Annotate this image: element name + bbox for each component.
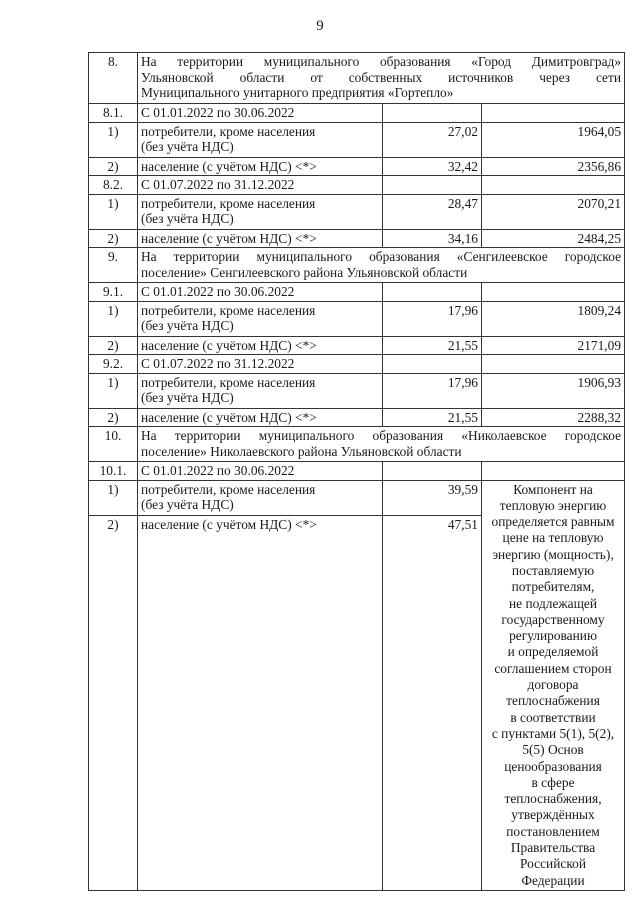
value-component-1: 27,02 — [383, 122, 482, 157]
row-description: потребители, кроме населения (без учёта НДС) — [138, 122, 383, 157]
tariff-row — [89, 301, 625, 336]
period-number: 9.2. — [89, 355, 138, 374]
row-description: население (с учётом НДС) <*> — [138, 515, 383, 890]
period-label: С 01.07.2022 по 31.12.2022 — [138, 176, 383, 195]
value-component-2: 2070,21 — [482, 194, 625, 229]
tariff-row — [89, 157, 625, 176]
row-description: потребители, кроме населения (без учёта НДС) — [138, 480, 383, 515]
tariff-row — [89, 122, 625, 157]
period-number: 10.1. — [89, 462, 138, 481]
row-description: население (с учётом НДС) <*> — [138, 336, 383, 355]
section-row — [89, 248, 625, 283]
value-component-2: 2171,09 — [482, 336, 625, 355]
row-number: 2) — [89, 515, 138, 890]
tariff-row — [89, 373, 625, 408]
row-description: население (с учётом НДС) <*> — [138, 229, 383, 248]
row-description: потребители, кроме населения (без учёта НДС) — [138, 373, 383, 408]
row-number: 2) — [89, 229, 138, 248]
period-number: 9.1. — [89, 283, 138, 302]
value-component-1: 32,42 — [383, 157, 482, 176]
value-component-2: 1906,93 — [482, 373, 625, 408]
row-description: потребители, кроме населения (без учёта НДС) — [138, 301, 383, 336]
section-title: На территории муниципального образования «Город Димитровград» Ульяновской области от собственных источников через сети Муниципального унитарного предприятия «Гортепло» — [138, 53, 625, 104]
row-description: потребители, кроме населения (без учёта НДС) — [138, 194, 383, 229]
period-row — [89, 176, 625, 195]
period-row — [89, 462, 625, 481]
period-number: 8.2. — [89, 176, 138, 195]
value-component-2: 1964,05 — [482, 122, 625, 157]
tariff-row — [89, 408, 625, 427]
period-label: С 01.01.2022 по 30.06.2022 — [138, 283, 383, 302]
tariff-row — [89, 194, 625, 229]
row-number: 1) — [89, 122, 138, 157]
value-component-1: 21,55 — [383, 408, 482, 427]
period-label: С 01.01.2022 по 30.06.2022 — [138, 462, 383, 481]
period-row — [89, 355, 625, 374]
value-component-1: 17,96 — [383, 301, 482, 336]
period-row — [89, 283, 625, 302]
row-description: население (с учётом НДС) <*> — [138, 408, 383, 427]
period-number: 8.1. — [89, 104, 138, 123]
page-number: 9 — [316, 18, 324, 34]
row-number: 2) — [89, 336, 138, 355]
section-number: 9. — [89, 248, 138, 283]
tariff-row — [89, 229, 625, 248]
merged-note: Компонент на тепловую энергию определяется равным цене на тепловую энергию (мощность), поставляемую потребителям, не подлежащей государственному регулированию и определяемой соглашением сторон договора теплоснабжения в соответствии с пунктами 5(1), 5(2), 5(5) Основ ценообразования в сфере теплоснабжения, утверждённых постановлением Правительства Российской Федерации — [482, 480, 625, 890]
tariff-row — [89, 336, 625, 355]
period-label: С 01.01.2022 по 30.06.2022 — [138, 104, 383, 123]
value-component-2: 1809,24 — [482, 301, 625, 336]
period-label: С 01.07.2022 по 31.12.2022 — [138, 355, 383, 374]
value-component-1: 21,55 — [383, 336, 482, 355]
value-component-2: 2484,25 — [482, 229, 625, 248]
value-component-1: 47,51 — [383, 515, 482, 890]
value-component-1: 34,16 — [383, 229, 482, 248]
tariff-row — [89, 480, 625, 515]
section-number: 10. — [89, 427, 138, 462]
value-component-1: 28,47 — [383, 194, 482, 229]
row-number: 2) — [89, 157, 138, 176]
row-number: 1) — [89, 373, 138, 408]
value-component-1: 39,59 — [383, 480, 482, 515]
section-number: 8. — [89, 53, 138, 104]
row-number: 1) — [89, 194, 138, 229]
value-component-1: 17,96 — [383, 373, 482, 408]
section-title: На территории муниципального образования «Николаевское городское поселение» Николаевского района Ульяновской области — [138, 427, 625, 462]
value-component-2: 2356,86 — [482, 157, 625, 176]
section-row — [89, 427, 625, 462]
section-row — [89, 53, 625, 104]
row-number: 2) — [89, 408, 138, 427]
row-number: 1) — [89, 301, 138, 336]
value-component-2: 2288,32 — [482, 408, 625, 427]
section-title: На территории муниципального образования «Сенгилеевское городское поселение» Сенгилеевского района Ульяновской области — [138, 248, 625, 283]
row-description: население (с учётом НДС) <*> — [138, 157, 383, 176]
tariff-table — [88, 52, 625, 891]
row-number: 1) — [89, 480, 138, 515]
period-row — [89, 104, 625, 123]
